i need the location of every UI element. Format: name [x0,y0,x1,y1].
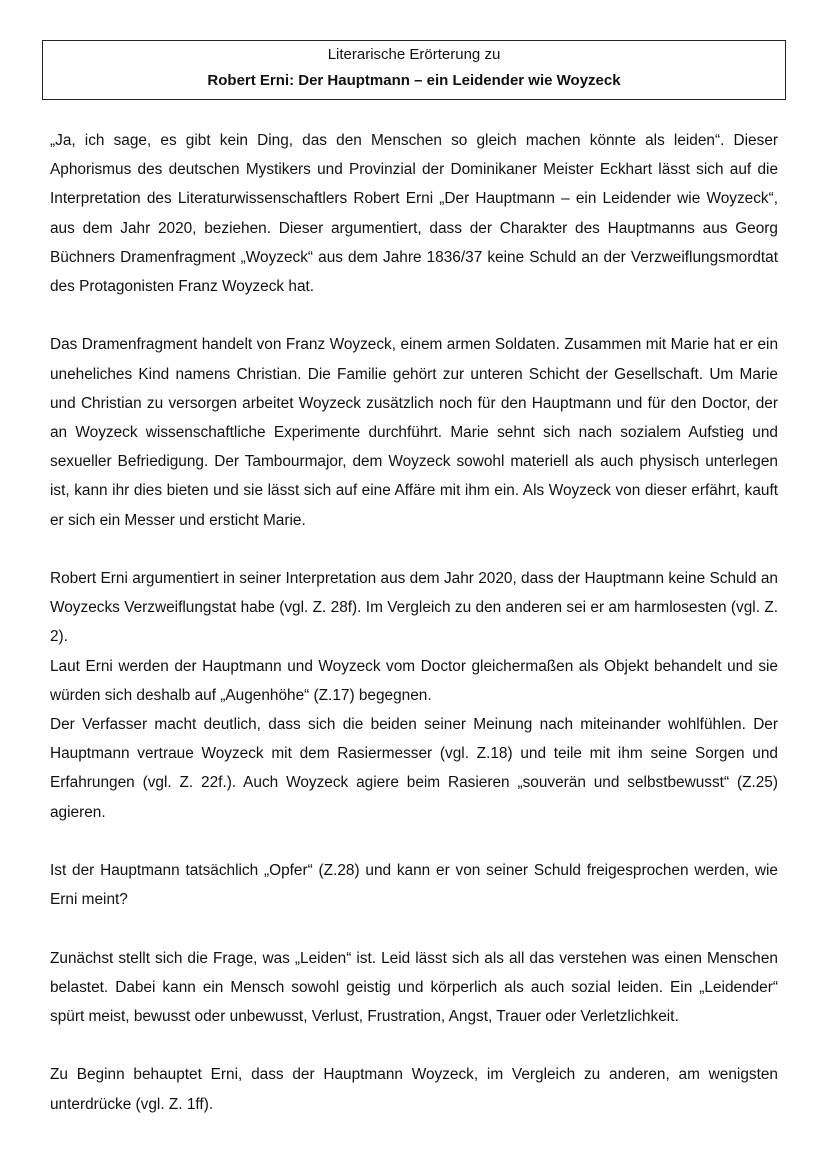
document-title: Robert Erni: Der Hauptmann – ein Leidender wie Woyzeck [207,72,621,89]
paragraph-summary: Das Dramenfragment handelt von Franz Woyzeck, einem armen Soldaten. Zusammen mit Marie hat er ein uneheliches Kind namens Christian. Die Familie gehört zur unteren Schicht der Gesellschaft. Um Marie und Christian zu versorgen arbeitet Woyzeck zusätzlich noch für den Hauptmann und für den Doctor, der an Woyzeck wissenschaftliche Experimente durchführt. Marie sehnt sich nach sozialem Aufstieg und sexueller Befriedigung. Der Tambourmajor, dem Woyzeck sowohl materiell als auch physisch unterlegen ist, kann ihr dies bieten und sie lässt sich auf eine Affäre mit ihm ein. Als Woyzeck von dieser erfährt, kauft er sich ein Messer und ersticht Marie. [50,336,778,529]
paragraph-question: Ist der Hauptmann tatsächlich „Opfer“ (Z.28) und kann er von seiner Schuld freigesprochen werden, wie Erni meint? [50,862,778,909]
paragraph-introduction: „Ja, ich sage, es gibt kein Ding, das den Menschen so gleich machen könnte als leiden“. Dieser Aphorismus des deutschen Mystikers und Provinzial der Dominikaner Meister Eckhart lässt sich auf die Interpretation des Literaturwissenschaftlers Robert Erni „Der Hauptmann – ein Leidender wie Woyzeck“, aus dem Jahr 2020, beziehen. Dieser argumentiert, dass der Charakter des Hauptmanns aus Georg Büchners Dramenfragment „Woyzeck“ aus dem Jahre 1836/37 keine Schuld an der Verzweiflungsmordtat des Protagonisten Franz Woyzeck hat. [50,132,778,296]
paragraph-first-argument: Zu Beginn behauptet Erni, dass der Hauptmann Woyzeck, im Vergleich zu anderen, am wenigsten unterdrücke (vgl. Z. 1ff). [50,1066,778,1113]
essay-body [50,126,778,1119]
document-subtitle: Literarische Erörterung zu [327,46,501,63]
paragraph-definition-suffering: Zunächst stellt sich die Frage, was „Leiden“ ist. Leid lässt sich als all das verstehen was einen Menschen belastet. Dabei kann ein Mensch sowohl geistig und körperlich als auch sozial leiden. Ein „Leidender“ spürt meist, bewusst oder unbewusst, Verlust, Frustration, Angst, Trauer oder Verletzlichkeit. [50,949,778,1026]
title-box [42,40,786,100]
paragraph-erni-thesis: Robert Erni argumentiert in seiner Interpretation aus dem Jahr 2020, dass der Hauptmann keine Schuld an Woyzecks Verzweiflungstat habe (vgl. Z. 28f). Im Vergleich zu den anderen sei er am harmlosesten (vgl. Z. 2). [50,570,778,646]
paragraph-erni-eye-level: Laut Erni werden der Hauptmann und Woyzeck vom Doctor gleichermaßen als Objekt behandelt und sie würden sich deshalb auf „Augenhöhe“ (Z.17) begegnen. [50,657,778,704]
paragraph-erni-trust: Der Verfasser macht deutlich, dass sich die beiden seiner Meinung nach miteinander wohlfühlen. Der Hauptmann vertraue Woyzeck mit dem Rasiermesser (vgl. Z.18) und teile mit ihm seine Sorgen und Erfahrungen (vgl. Z. 22f.). Auch Woyzeck agiere beim Rasieren „souverän und selbstbewusst“ (Z.25) agieren. [50,716,778,821]
